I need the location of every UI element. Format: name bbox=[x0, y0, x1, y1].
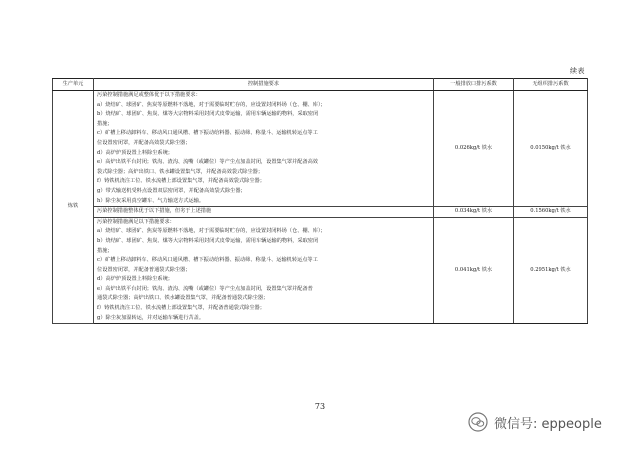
measure-line: b）烧结矿、球团矿、焦炭、煤等大宗物料采用封闭式皮带运输，需用车辆运输的物料，采取密闭 bbox=[97, 237, 319, 244]
point-source-coefficient: 0.026kg/t 铁水 bbox=[434, 91, 514, 207]
page-number: 73 bbox=[314, 402, 326, 411]
measure-line: 袋式除尘器；高炉出铁口、铁水罐设置集气罩，并配备高效袋式除尘器； bbox=[97, 168, 264, 175]
table-row bbox=[53, 217, 588, 324]
wechat-icon bbox=[468, 412, 488, 432]
measure-line: a）烧结矿、球团矿、焦炭等原燃料不落地，对于需要临时贮存的，应设置封闭料场（仓、棚、库）； bbox=[97, 228, 326, 235]
measure-line: b）烧结矿、球团矿、焦炭、煤等大宗物料采用封闭式皮带运输，需用车辆运输的物料，采取密闭 bbox=[97, 111, 319, 118]
production-unit-cell: 炼铁 bbox=[53, 91, 94, 324]
measure-line: e）高炉出铁平台封闭；铁沟、渣沟、流嘴（或罐位）等产尘点加盖封闭，设置集气罩并配备普 bbox=[97, 285, 313, 292]
measures-cell bbox=[94, 207, 434, 218]
measures-cell bbox=[94, 91, 434, 207]
measure-line: c）矿槽上移动卸料车、移动风口通风槽、槽下振动给料器、振动筛、称量斗、运输机转运点等工 bbox=[97, 130, 318, 137]
measure-line: 通袋式除尘器；高炉出铁口、铁水罐设置集气罩，并配备普通袋式除尘器； bbox=[97, 295, 269, 302]
header-production-unit: 生产单元 bbox=[53, 79, 94, 91]
header-fugitive-coefficient: 无组织排污系数 bbox=[514, 79, 588, 91]
point-source-coefficient: 0.034kg/t 铁水 bbox=[434, 207, 514, 218]
measure-line: 措施； bbox=[97, 120, 113, 127]
emission-coefficient-table bbox=[52, 78, 588, 324]
measure-line: d）高炉炉顶设置上料除尘系统； bbox=[97, 149, 173, 156]
fugitive-coefficient: 0.2951kg/t 铁水 bbox=[514, 217, 588, 324]
header-control-measures: 控制措施要求 bbox=[94, 79, 434, 91]
measure-line: 污染控制措施满足以下措施要求： bbox=[97, 218, 175, 225]
measure-line: a）烧结矿、球团矿、焦炭等原燃料不落地，对于需要临时贮存的，应设置封闭料场（仓、棚、库）； bbox=[97, 101, 326, 108]
watermark-text: 微信号: eppeople bbox=[494, 416, 602, 432]
point-source-coefficient: 0.041kg/t 铁水 bbox=[434, 217, 514, 324]
measure-line: 污染控制措施整体优于以下措施，但劣于上述措施 bbox=[97, 208, 212, 215]
measure-line: c）矿槽上移动卸料车、移动风口通风槽、槽下振动给料器、振动筛、称量斗、运输机转运点等工 bbox=[97, 257, 318, 264]
measure-line: d）高炉炉顶设置上料除尘系统； bbox=[97, 276, 173, 283]
table-row bbox=[53, 91, 588, 207]
measure-line: f）铸铁机浇注工位、铁水流槽上部设置集气罩，并配备普通袋式除尘器； bbox=[97, 305, 265, 312]
measure-line: e）高炉出铁平台封闭；铁沟、渣沟、流嘴（或罐位）等产尘点加盖封闭，设置集气罩并配备高效 bbox=[97, 159, 318, 166]
measure-line: 措施； bbox=[97, 247, 113, 254]
measure-line: 位设置密闭罩，并配备普通袋式除尘器； bbox=[97, 266, 191, 273]
measures-cell bbox=[94, 217, 434, 324]
table-row bbox=[53, 207, 588, 218]
fugitive-coefficient: 0.0150kg/t 铁水 bbox=[514, 91, 588, 207]
measure-line: g）除尘灰加湿转运，并对运输车辆进行苫盖。 bbox=[97, 314, 205, 321]
measure-line: 污染控制措施满足或整体优于以下措施要求： bbox=[97, 92, 201, 98]
fugitive-coefficient: 0.1560kg/t 铁水 bbox=[514, 207, 588, 218]
continued-label: 续表 bbox=[570, 67, 585, 75]
measure-line: f）铸铁机浇注工位、铁水流槽上部设置集气罩，并配备高效袋式除尘器； bbox=[97, 178, 265, 185]
header-point-source-coefficient: 一般排放口排污系数 bbox=[434, 79, 514, 91]
measure-line: 位设置密闭罩，并配备高效袋式除尘器； bbox=[97, 139, 191, 146]
table-header-row bbox=[53, 79, 588, 91]
measure-line: h）除尘灰采用真空罐车、气力输送方式运输。 bbox=[97, 197, 205, 204]
measure-line: g）带式输送机受料点设置双层密闭罩，并配备高效袋式除尘器； bbox=[97, 187, 246, 194]
wechat-watermark bbox=[468, 411, 602, 433]
